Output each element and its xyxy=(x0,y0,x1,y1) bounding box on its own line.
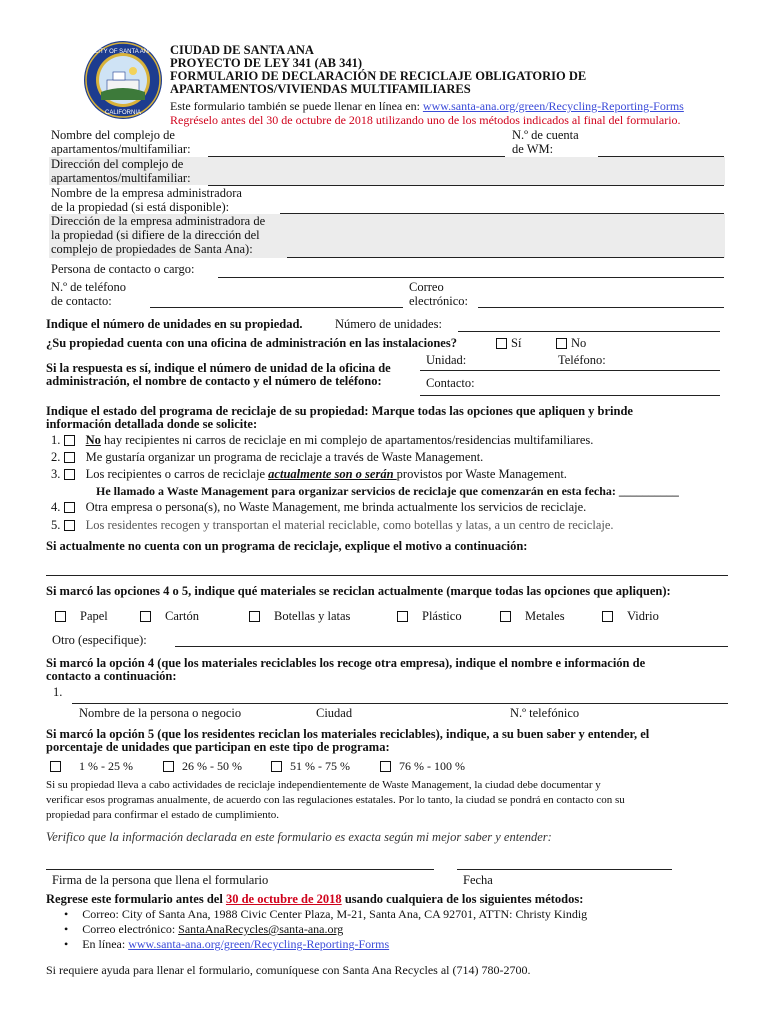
phone-label: N.º de teléfono de contacto: xyxy=(51,280,127,308)
mgmt-address-label: Dirección de la empresa administradora de la propiedad (si difiere de la dirección del complejo de propiedades de Santa Ana): xyxy=(51,214,266,256)
units-input[interactable] xyxy=(458,331,720,332)
no-program-question: Si actualmente no cuenta con un programa de reciclaje, explique el motivo a continuación: xyxy=(46,539,528,553)
material-papel[interactable]: Papel xyxy=(55,609,108,624)
if-yes-line-1: Si la respuesta es sí, indique el número de unidad de la oficina de xyxy=(46,361,391,375)
range-2[interactable]: 26 % - 50 % xyxy=(163,759,242,774)
material-botellas[interactable]: Botellas y latas xyxy=(249,609,350,624)
seal-text-bottom: CALIFORNIA xyxy=(104,110,142,116)
metales-checkbox[interactable] xyxy=(500,611,511,622)
range-2-checkbox[interactable] xyxy=(163,761,174,772)
option5-question-2: porcentaje de unidades que participan en este tipo de programa: xyxy=(46,740,390,754)
material-carton[interactable]: Cartón xyxy=(140,609,199,624)
mgmt-address-input[interactable] xyxy=(287,257,724,258)
help-text: Si requiere ayuda para llenar el formulario, comuníquese con Santa Ana Recycles al (714) 780-2700. xyxy=(46,963,531,977)
option4-input[interactable] xyxy=(72,703,728,704)
no-checkbox[interactable] xyxy=(556,338,567,349)
program-opt-3-date[interactable]: He llamado a Waste Management para organizar servicios de reciclaje que comenzarán en esta fecha: __________ xyxy=(96,484,679,498)
botellas-checkbox[interactable] xyxy=(249,611,260,622)
program-opt-4[interactable]: 4. Otra empresa o persona(s), no Waste Management, me brinda actualmente los servicios de reciclaje. xyxy=(51,500,587,514)
opt2-checkbox[interactable] xyxy=(64,452,75,463)
opt5-checkbox[interactable] xyxy=(64,520,75,531)
option4-col-phone: N.º telefónico xyxy=(510,706,580,720)
range-3-checkbox[interactable] xyxy=(271,761,282,772)
plastico-checkbox[interactable] xyxy=(397,611,408,622)
range-4[interactable]: 76 % - 100 % xyxy=(380,759,465,774)
signature-input[interactable] xyxy=(46,869,434,870)
range-4-checkbox[interactable] xyxy=(380,761,391,772)
office-unit-phone-input[interactable] xyxy=(420,370,720,371)
signature-label: Firma de la persona que llena el formulario xyxy=(52,873,269,887)
vidrio-checkbox[interactable] xyxy=(602,611,613,622)
materials-other-input[interactable] xyxy=(175,646,728,647)
return-note: Regréselo antes del 30 de octubre de 2018 utilizando uno de los métodos indicados al final del formulario. xyxy=(170,113,681,127)
option4-num: 1. xyxy=(53,685,63,699)
material-metales[interactable]: Metales xyxy=(500,609,565,624)
return-online-link[interactable]: www.santa-ana.org/green/Recycling-Reporting-Forms xyxy=(128,937,390,951)
program-question-1: Indique el estado del programa de reciclaje de su propiedad: Marque todas las opciones que apliquen y brinde xyxy=(46,404,633,418)
return-mail: • Correo: City of Santa Ana, 1988 Civic Center Plaza, M-21, Santa Ana, CA 92701, ATTN: Christy Kindig xyxy=(64,907,588,921)
program-opt-2[interactable]: 2. Me gustaría organizar un programa de reciclaje a través de Waste Management. xyxy=(51,450,484,464)
contact-label: Persona de contacto o cargo: xyxy=(51,262,195,276)
return-email: • Correo electrónico: SantaAnaRecycles@santa-ana.org xyxy=(64,922,344,936)
materials-other-label: Otro (especifique): xyxy=(52,633,147,647)
city-seal-icon xyxy=(83,40,163,120)
address-input[interactable] xyxy=(208,185,724,186)
complex-name-label: Nombre del complejo de apartamentos/multifamiliar: xyxy=(51,128,191,156)
bill-title: PROYECTO DE LEY 341 (AB 341) xyxy=(170,56,363,70)
yes-checkbox[interactable] xyxy=(496,338,507,349)
option4-col-name: Nombre de la persona o negocio xyxy=(79,706,242,720)
notice-line-3: propiedad para confirmar el estado de cumplimiento. xyxy=(46,809,280,821)
units-question: Indique el número de unidades en su propiedad. xyxy=(46,317,303,331)
email-label: Correo electrónico: xyxy=(409,280,468,308)
email-link[interactable]: SantaAnaRecycles@santa-ana.org xyxy=(178,922,344,936)
option4-question-1: Si marcó la opción 4 (que los materiales reciclables los recoge otra empresa), indique el nombre e información de xyxy=(46,656,646,670)
range-3[interactable]: 51 % - 75 % xyxy=(271,759,350,774)
office-yes[interactable]: Sí xyxy=(496,336,521,351)
office-unit-label: Unidad: xyxy=(426,353,467,367)
online-prefix: Este formulario también se puede llenar en línea en: xyxy=(170,99,423,113)
option4-question-2: contacto a continuación: xyxy=(46,669,177,683)
form-title-1: FORMULARIO DE DECLARACIÓN DE RECICLAJE OBLIGATORIO DE xyxy=(170,69,587,83)
verify-statement: Verifico que la información declarada en este formulario es exacta según mi mejor saber y entender: xyxy=(46,830,552,844)
program-opt-3[interactable]: 3. Los recipientes o carros de reciclaje actualmente son o serán provistos por Waste Management. xyxy=(51,467,567,481)
seal-text-top: CITY OF SANTA ANA xyxy=(93,49,153,55)
notice-line-1: Si su propiedad lleva a cabo actividades de reciclaje independientemente de Waste Management, la ciudad debe documentar y xyxy=(46,779,601,791)
city-title: CIUDAD DE SANTA ANA xyxy=(170,43,314,57)
material-vidrio[interactable]: Vidrio xyxy=(602,609,659,624)
form-title-2: APARTAMENTOS/VIVIENDAS MULTIFAMILIARES xyxy=(170,82,471,96)
return-heading: Regrese este formulario antes del 30 de octubre de 2018 usando cualquiera de los siguientes métodos: xyxy=(46,892,584,906)
materials-question: Si marcó las opciones 4 o 5, indique qué materiales se reciclan actualmente (marque todas las opciones que apliquen): xyxy=(46,584,671,598)
no-program-input[interactable] xyxy=(46,575,728,576)
return-date: 30 de octubre de 2018 xyxy=(225,892,342,906)
office-contact-label: Contacto: xyxy=(426,376,475,390)
contact-input[interactable] xyxy=(218,277,724,278)
carton-checkbox[interactable] xyxy=(140,611,151,622)
email-input[interactable] xyxy=(478,307,724,308)
date-input[interactable] xyxy=(457,869,672,870)
program-opt-1[interactable]: 1. No hay recipientes ni carros de reciclaje en mi complejo de apartamentos/residencias multifamiliares. xyxy=(51,433,594,447)
opt3-checkbox[interactable] xyxy=(64,469,75,480)
if-yes-line-2: administración, el nombre de contacto y el número de teléfono: xyxy=(46,374,382,388)
mgmt-name-label: Nombre de la empresa administradora de la propiedad (si está disponible): xyxy=(51,186,242,214)
program-question-2: información detallada donde se solicite: xyxy=(46,417,258,431)
office-phone-label: Teléfono: xyxy=(558,353,606,367)
date-label: Fecha xyxy=(463,873,493,887)
range-1-checkbox[interactable] xyxy=(50,761,61,772)
return-online: • En línea: www.santa-ana.org/green/Recycling-Reporting-Forms xyxy=(64,937,390,951)
wm-account-label: N.º de cuenta de WM: xyxy=(512,128,579,156)
office-no[interactable]: No xyxy=(556,336,586,351)
online-link[interactable]: www.santa-ana.org/green/Recycling-Reporting-Forms xyxy=(422,99,684,113)
address-label: Dirección del complejo de apartamentos/multifamiliar: xyxy=(51,157,191,185)
opt4-checkbox[interactable] xyxy=(64,502,75,513)
range-1[interactable]: 1 % - 25 % xyxy=(50,759,133,774)
papel-checkbox[interactable] xyxy=(55,611,66,622)
option5-question-1: Si marcó la opción 5 (que los residentes reciclan los materiales reciclables), indique, a su buen saber y entender, el xyxy=(46,727,650,741)
phone-input[interactable] xyxy=(150,307,403,308)
program-opt-5[interactable]: 5. Los residentes recogen y transportan el material reciclable, como botellas y latas, a un centro de reciclaje. xyxy=(51,518,614,532)
office-contact-input[interactable] xyxy=(420,395,720,396)
office-question: ¿Su propiedad cuenta con una oficina de administración en las instalaciones? xyxy=(46,336,457,350)
opt1-checkbox[interactable] xyxy=(64,435,75,446)
units-label: Número de unidades: xyxy=(335,317,442,331)
material-plastico[interactable]: Plástico xyxy=(397,609,462,624)
option4-col-city: Ciudad xyxy=(316,706,353,720)
notice-line-2: verificar esos programas anualmente, de acuerdo con las regulaciones estatales. Por lo tanto, la ciudad se pondrá en contacto con su xyxy=(46,794,625,806)
